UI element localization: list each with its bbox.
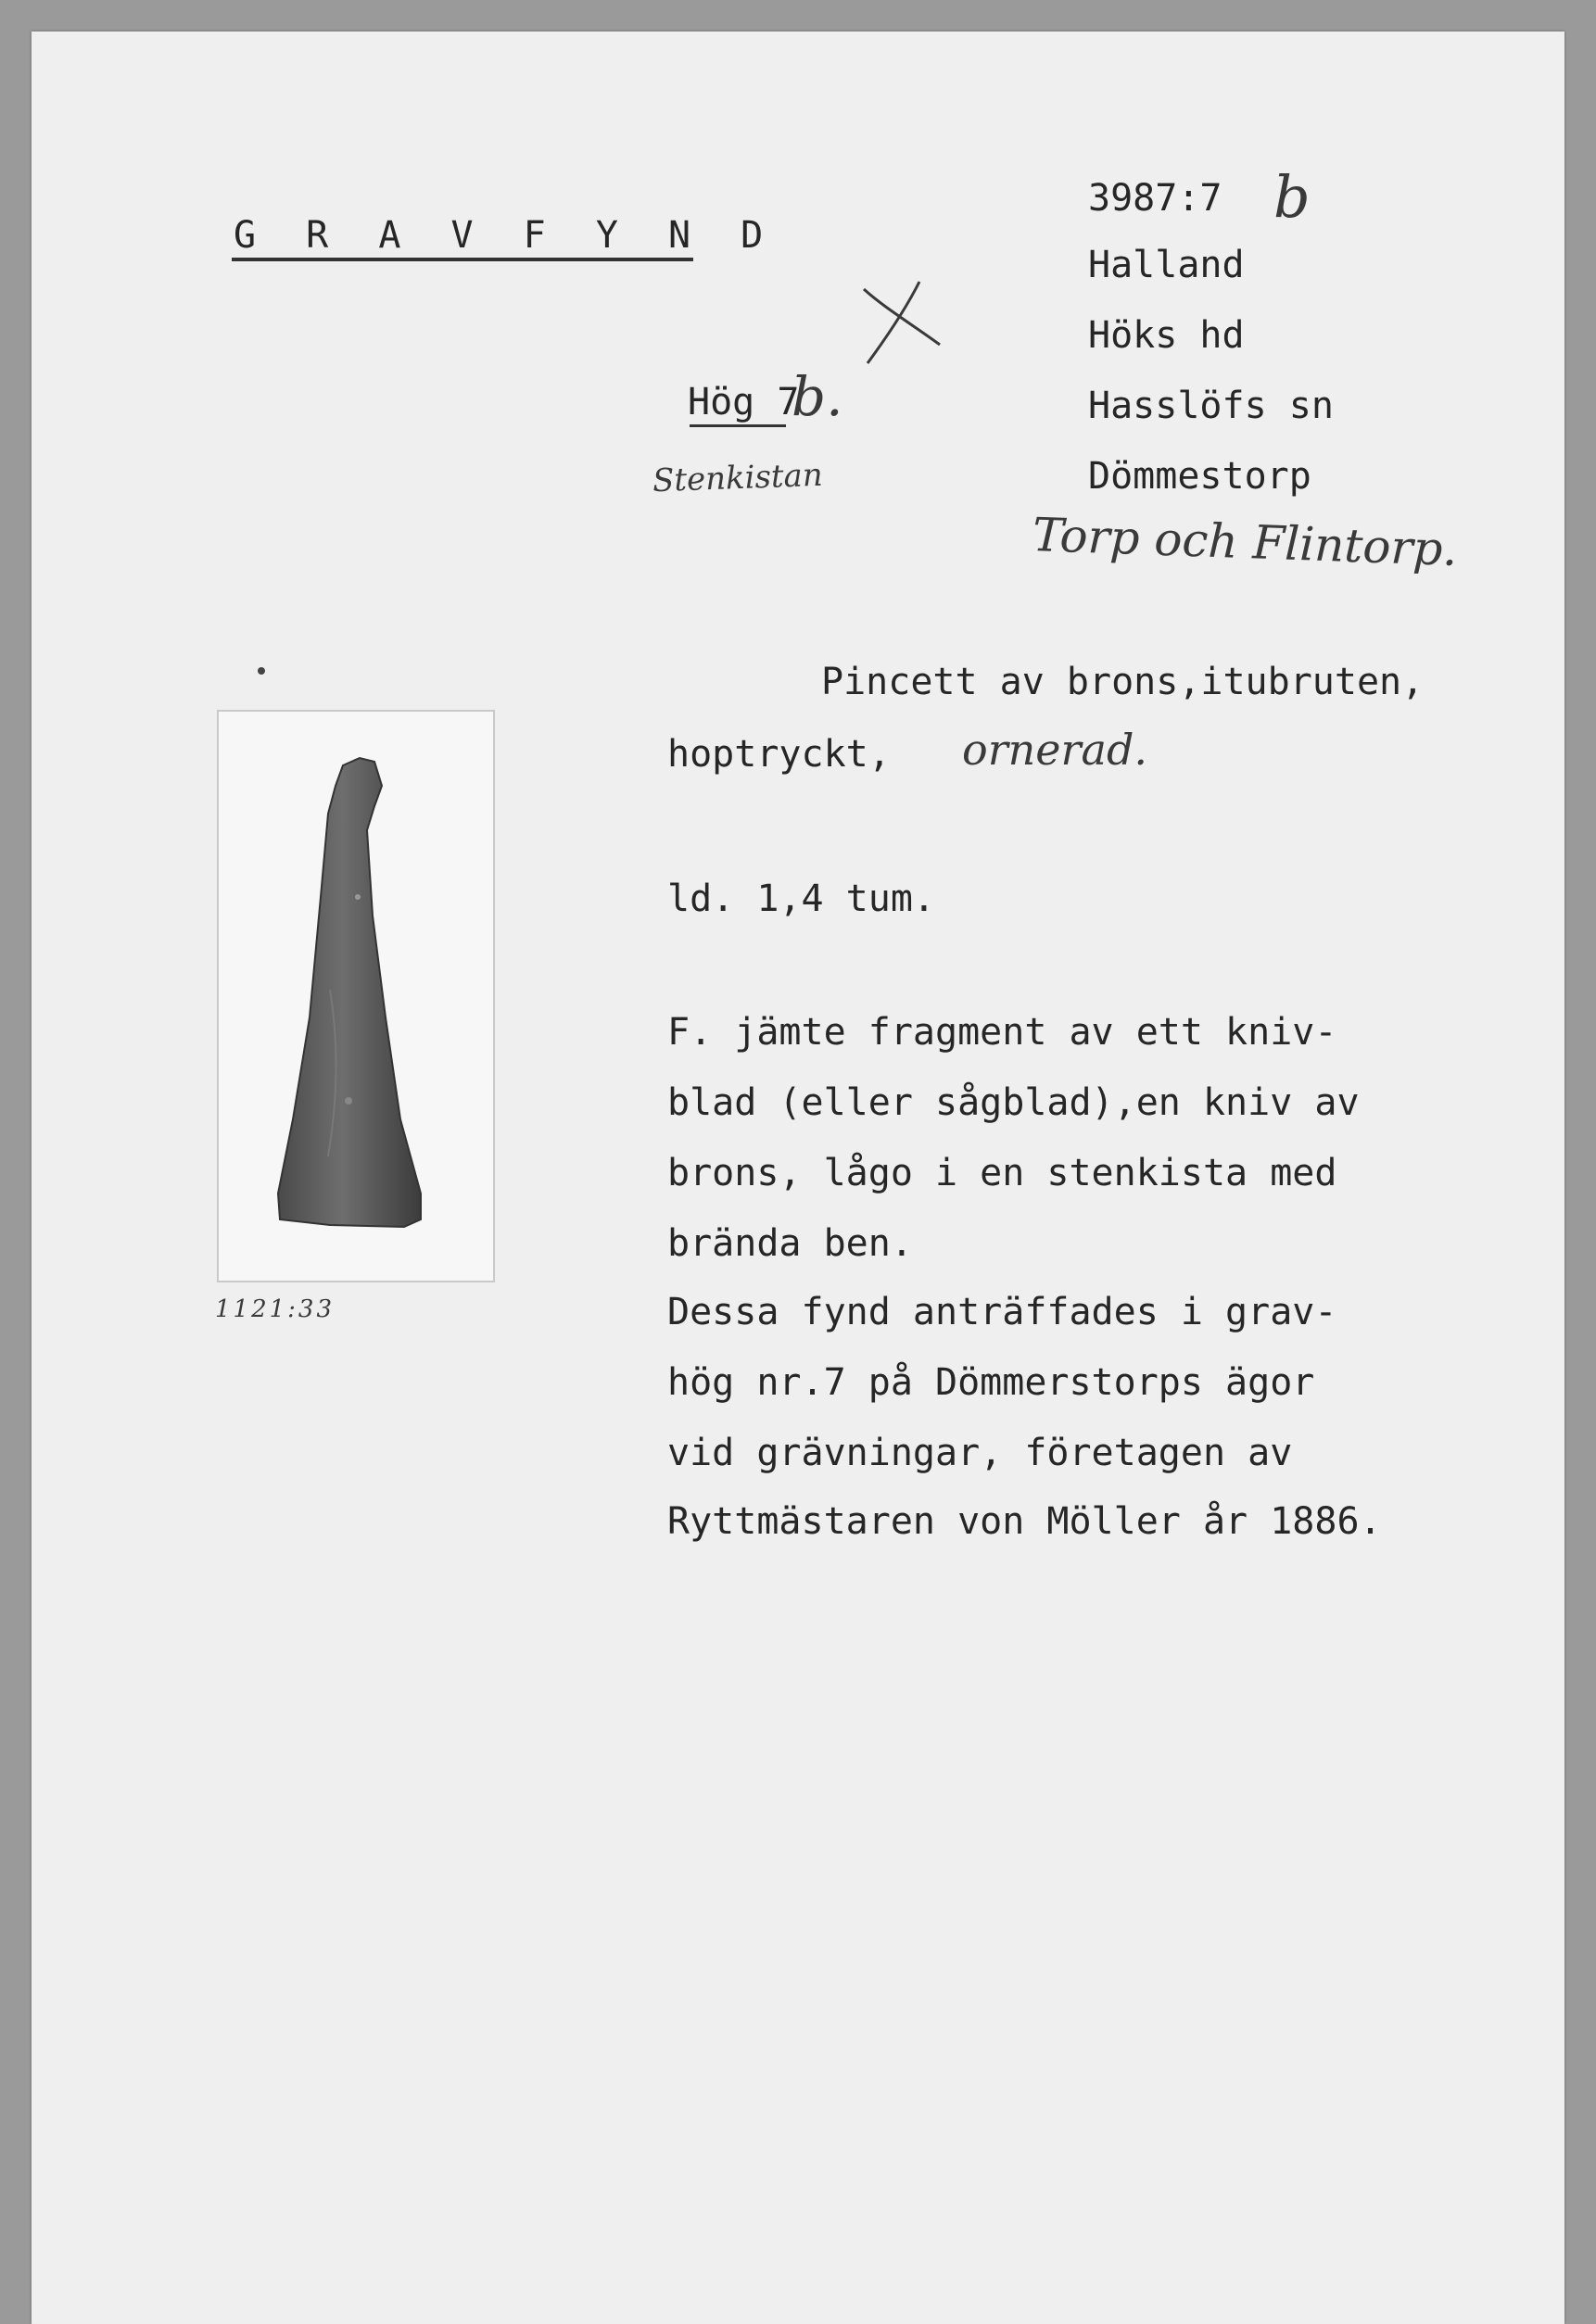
- description-handwritten: ornerad.: [962, 725, 1148, 775]
- cross-mark-icon: [847, 271, 949, 373]
- description-line-1: Pincett av brons,itubruten,: [821, 661, 1425, 703]
- farm: Dömmestorp: [1088, 455, 1311, 498]
- context-line: Dessa fynd anträffades i grav-: [667, 1291, 1337, 1333]
- context-line: hög nr.7 på Dömmerstorps ägor: [667, 1361, 1315, 1404]
- hundred: Höks hd: [1088, 314, 1245, 357]
- farm-note-handwritten: Torp och Flintorp.: [1032, 508, 1459, 576]
- artifact-photo: [217, 710, 495, 1282]
- mound-note-handwritten: Stenkistan: [652, 456, 824, 500]
- province: Halland: [1088, 244, 1245, 286]
- context-line: blad (eller sågblad),en kniv av: [667, 1081, 1360, 1124]
- context-line: brons, lågo i en stenkista med: [667, 1152, 1337, 1194]
- card-title: G R A V F Y N D: [234, 214, 778, 257]
- punch-dot: [258, 667, 265, 675]
- mound-letter-handwritten: b.: [792, 365, 843, 428]
- catalog-number: 3987:7: [1088, 177, 1222, 220]
- tweezers-artifact-image: [219, 712, 493, 1281]
- measurement: ld. 1,4 tum.: [667, 878, 935, 920]
- title-underline: [232, 258, 693, 261]
- context-line: vid grävningar, företagen av: [667, 1432, 1293, 1474]
- context-line: brända ben.: [667, 1222, 913, 1265]
- catalog-suffix-handwritten: b: [1273, 163, 1311, 231]
- context-line: Ryttmästaren von Möller år 1886.: [667, 1500, 1382, 1543]
- catalog-card: [32, 32, 1564, 2324]
- mound-label: Hög 7: [688, 381, 800, 423]
- mound-underline: [690, 424, 786, 427]
- context-line: F. jämte fragment av ett kniv-: [667, 1011, 1337, 1054]
- description-line-2: hoptryckt,: [667, 733, 891, 776]
- photo-negative-number: 1121:33: [215, 1295, 336, 1323]
- parish: Hasslöfs sn: [1088, 385, 1334, 427]
